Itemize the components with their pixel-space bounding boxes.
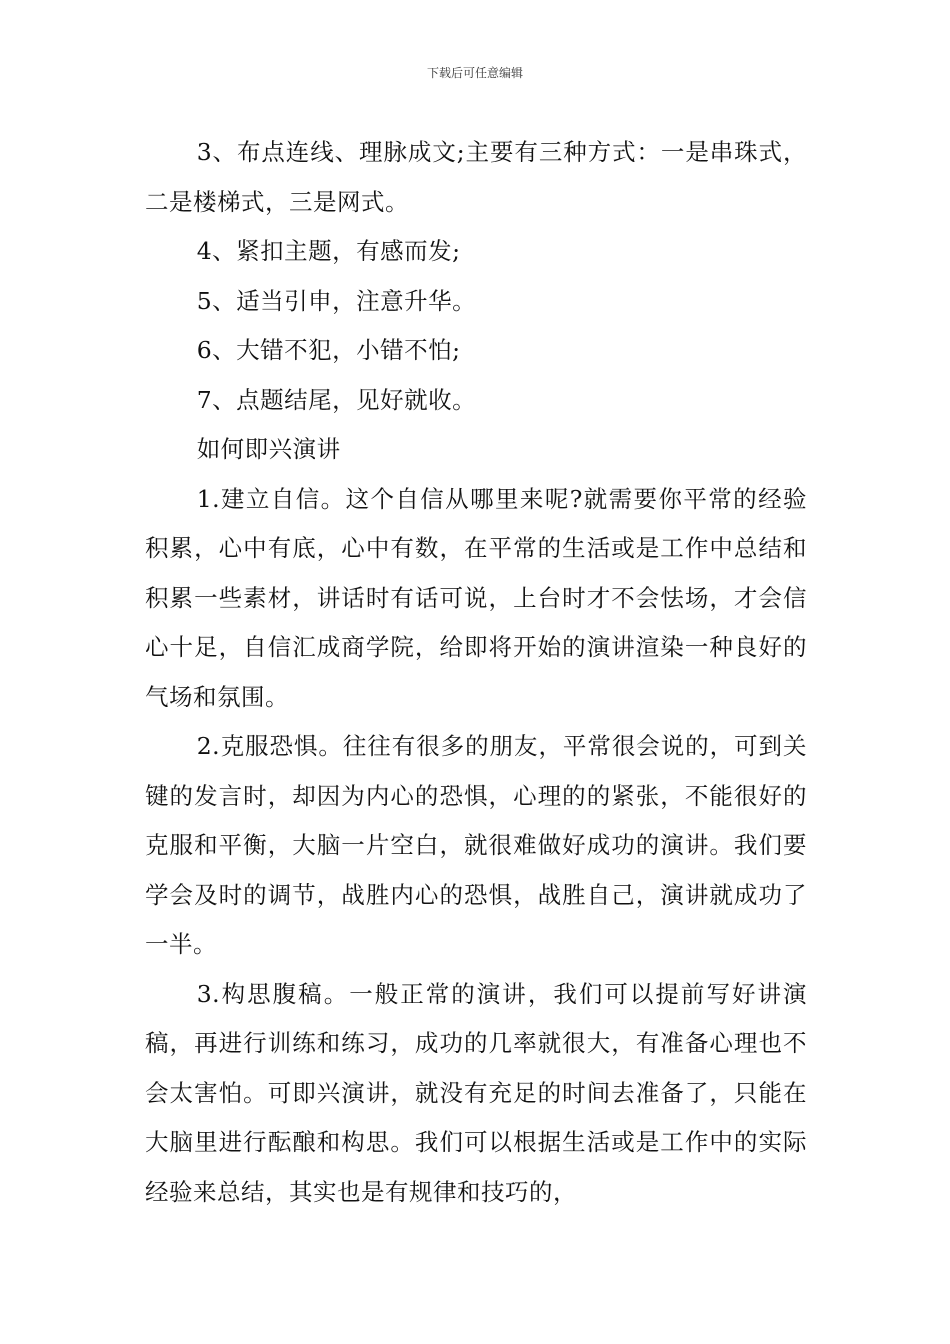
paragraph-mental-draft: 3.构思腹稿。一般正常的演讲，我们可以提前写好讲演稿，再进行训练和练习，成功的几率就很大，有准备心理也不会太害怕。可即兴演讲，就没有充足的时间去准备了，只能在大脑里进行酝酿和构思。我们可以根据生活或是工作中的实际经验来总结，其实也是有规律和技巧的， — [145, 979, 807, 1206]
paragraph-item-5: 5、适当引申，注意升华。 — [196, 286, 477, 315]
paragraph-item-4: 4、紧扣主题，有感而发; — [196, 237, 461, 265]
paragraph-item-3: 3、布点连线、理脉成文;主要有三种方式：一是串珠式，二是楼梯式，三是网式。 — [145, 138, 807, 216]
page-header-note: 下载后可任意编辑 — [426, 66, 523, 80]
paragraph-item-6: 6、大错不犯，小错不怕; — [196, 336, 461, 364]
document-body — [145, 128, 807, 1217]
paragraph-build-confidence: 1.建立自信。这个自信从哪里来呢?就需要你平常的经验积累，心中有底，心中有数，在平常的生活或是工作中总结和积累一些素材，讲话时有话可说，上台时才不会怯场，才会信心十足，自信汇成商学院，给即将开始的演讲渲染一种良好的气场和氛围。 — [145, 484, 807, 711]
section-heading: 如何即兴演讲 — [196, 435, 341, 463]
paragraph-item-7: 7、点题结尾，见好就收。 — [196, 385, 477, 414]
paragraph-overcome-fear: 2.克服恐惧。往往有很多的朋友，平常很会说的，可到关键的发言时，却因为内心的恐惧，心理的的紧张，不能很好的克服和平衡，大脑一片空白，就很难做好成功的演讲。我们要学会及时的调节，战胜内心的恐惧，战胜自己，演讲就成功了一半。 — [145, 732, 807, 958]
